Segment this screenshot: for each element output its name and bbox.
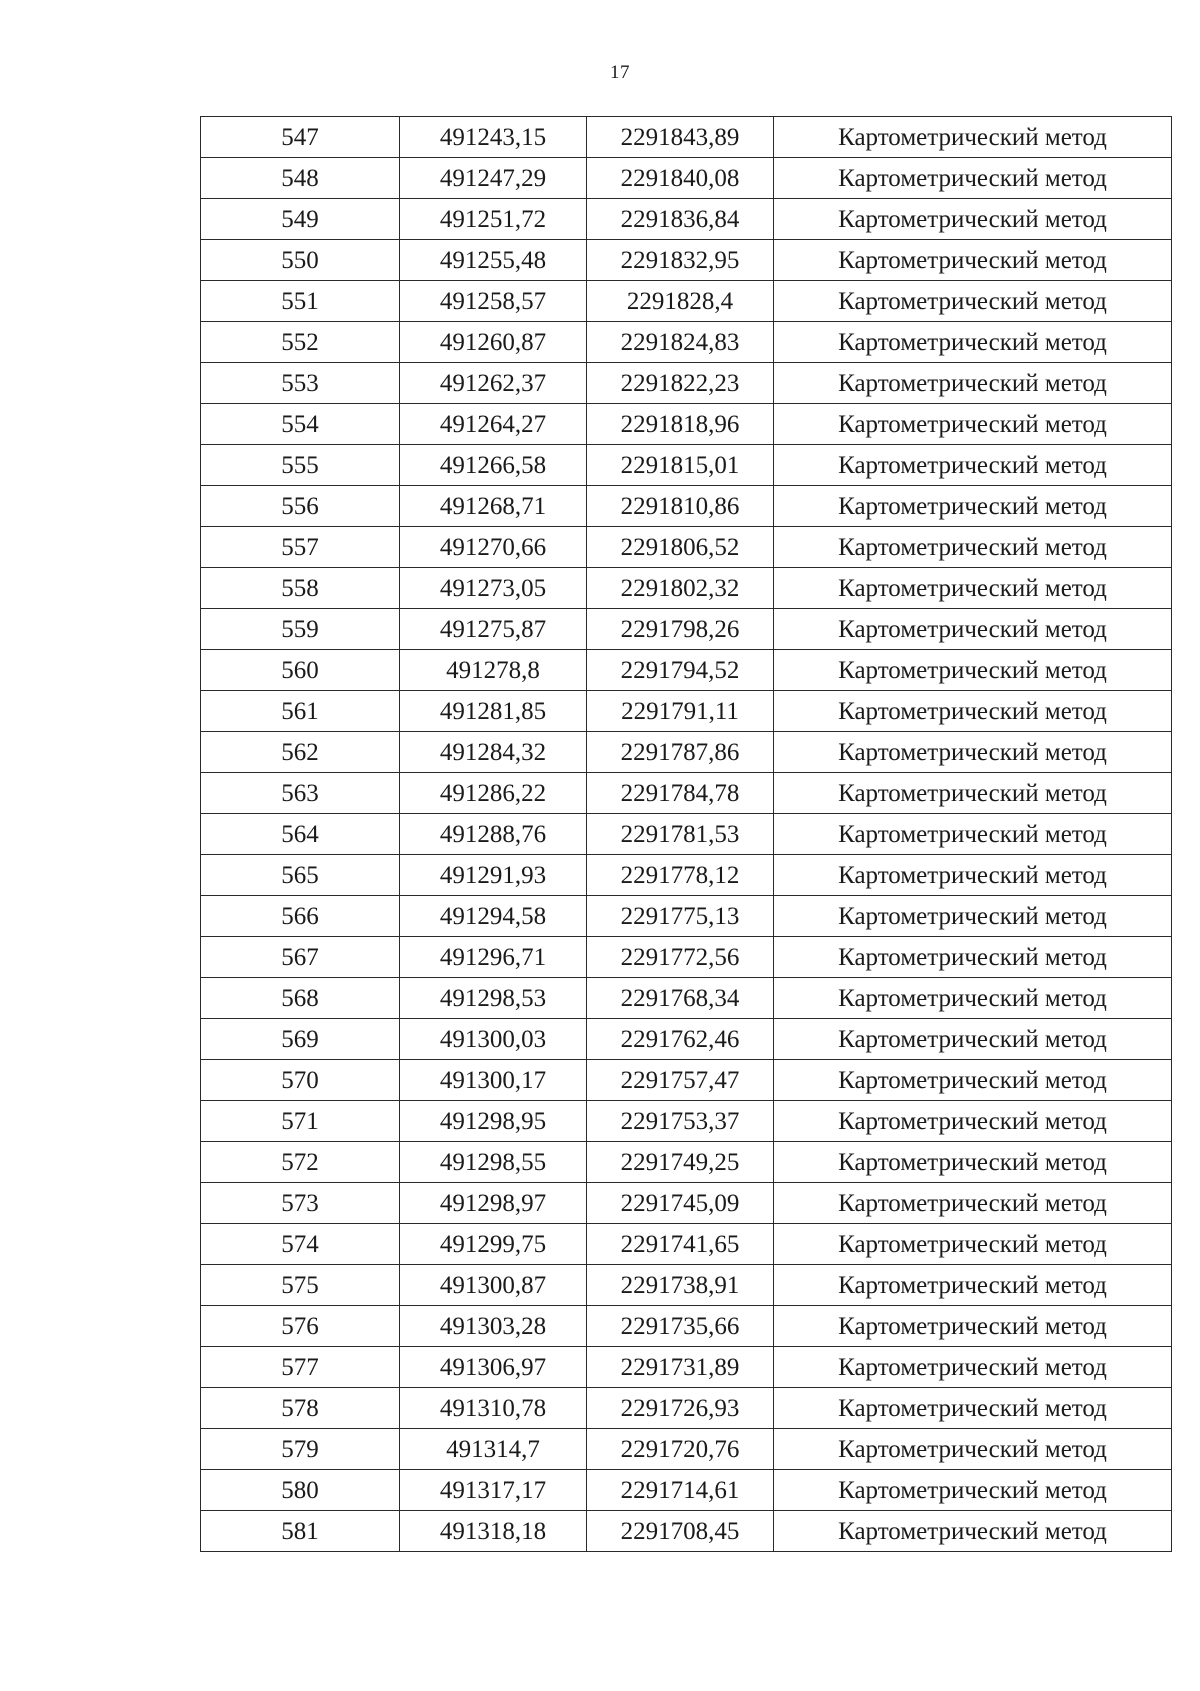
point-number-cell: 556 — [201, 486, 400, 527]
table-row — [201, 527, 1172, 568]
table-row — [201, 363, 1172, 404]
method-cell: Картометрический метод — [774, 1183, 1172, 1224]
x-coordinate-cell: 491281,85 — [400, 691, 587, 732]
page-number: 17 — [610, 62, 630, 83]
point-number-cell: 568 — [201, 978, 400, 1019]
table-row — [201, 240, 1172, 281]
method-cell: Картометрический метод — [774, 1470, 1172, 1511]
method-cell: Картометрический метод — [774, 240, 1172, 281]
point-number-cell: 573 — [201, 1183, 400, 1224]
point-number-cell: 575 — [201, 1265, 400, 1306]
y-coordinate-cell: 2291757,47 — [587, 1060, 774, 1101]
point-number-cell: 577 — [201, 1347, 400, 1388]
y-coordinate-cell: 2291745,09 — [587, 1183, 774, 1224]
method-cell: Картометрический метод — [774, 199, 1172, 240]
table-row — [201, 814, 1172, 855]
table-row — [201, 281, 1172, 322]
method-cell: Картометрический метод — [774, 1388, 1172, 1429]
method-cell: Картометрический метод — [774, 486, 1172, 527]
point-number-cell: 560 — [201, 650, 400, 691]
table-row — [201, 1347, 1172, 1388]
y-coordinate-cell: 2291787,86 — [587, 732, 774, 773]
x-coordinate-cell: 491298,53 — [400, 978, 587, 1019]
x-coordinate-cell: 491300,03 — [400, 1019, 587, 1060]
method-cell: Картометрический метод — [774, 1511, 1172, 1552]
point-number-cell: 566 — [201, 896, 400, 937]
table-row — [201, 650, 1172, 691]
x-coordinate-cell: 491291,93 — [400, 855, 587, 896]
table-row — [201, 978, 1172, 1019]
y-coordinate-cell: 2291720,76 — [587, 1429, 774, 1470]
method-cell: Картометрический метод — [774, 568, 1172, 609]
y-coordinate-cell: 2291738,91 — [587, 1265, 774, 1306]
method-cell: Картометрический метод — [774, 1347, 1172, 1388]
method-cell: Картометрический метод — [774, 732, 1172, 773]
x-coordinate-cell: 491243,15 — [400, 117, 587, 158]
table-row — [201, 1019, 1172, 1060]
x-coordinate-cell: 491310,78 — [400, 1388, 587, 1429]
point-number-cell: 548 — [201, 158, 400, 199]
method-cell: Картометрический метод — [774, 855, 1172, 896]
table-row — [201, 158, 1172, 199]
x-coordinate-cell: 491284,32 — [400, 732, 587, 773]
table-row — [201, 199, 1172, 240]
method-cell: Картометрический метод — [774, 527, 1172, 568]
table-row — [201, 568, 1172, 609]
point-number-cell: 570 — [201, 1060, 400, 1101]
table-row — [201, 486, 1172, 527]
method-cell: Картометрический метод — [774, 650, 1172, 691]
x-coordinate-cell: 491298,97 — [400, 1183, 587, 1224]
point-number-cell: 553 — [201, 363, 400, 404]
table-row — [201, 1101, 1172, 1142]
method-cell: Картометрический метод — [774, 1265, 1172, 1306]
y-coordinate-cell: 2291828,4 — [587, 281, 774, 322]
y-coordinate-cell: 2291735,66 — [587, 1306, 774, 1347]
point-number-cell: 574 — [201, 1224, 400, 1265]
y-coordinate-cell: 2291810,86 — [587, 486, 774, 527]
method-cell: Картометрический метод — [774, 363, 1172, 404]
y-coordinate-cell: 2291772,56 — [587, 937, 774, 978]
method-cell: Картометрический метод — [774, 1224, 1172, 1265]
method-cell: Картометрический метод — [774, 609, 1172, 650]
y-coordinate-cell: 2291794,52 — [587, 650, 774, 691]
method-cell: Картометрический метод — [774, 1429, 1172, 1470]
point-number-cell: 578 — [201, 1388, 400, 1429]
point-number-cell: 552 — [201, 322, 400, 363]
y-coordinate-cell: 2291784,78 — [587, 773, 774, 814]
y-coordinate-cell: 2291768,34 — [587, 978, 774, 1019]
y-coordinate-cell: 2291791,11 — [587, 691, 774, 732]
y-coordinate-cell: 2291708,45 — [587, 1511, 774, 1552]
table-row — [201, 1511, 1172, 1552]
method-cell: Картометрический метод — [774, 445, 1172, 486]
coordinates-table-body — [201, 117, 1172, 1552]
y-coordinate-cell: 2291778,12 — [587, 855, 774, 896]
y-coordinate-cell: 2291806,52 — [587, 527, 774, 568]
point-number-cell: 554 — [201, 404, 400, 445]
y-coordinate-cell: 2291741,65 — [587, 1224, 774, 1265]
method-cell: Картометрический метод — [774, 691, 1172, 732]
x-coordinate-cell: 491258,57 — [400, 281, 587, 322]
x-coordinate-cell: 491251,72 — [400, 199, 587, 240]
table-row — [201, 117, 1172, 158]
x-coordinate-cell: 491296,71 — [400, 937, 587, 978]
y-coordinate-cell: 2291798,26 — [587, 609, 774, 650]
method-cell: Картометрический метод — [774, 1142, 1172, 1183]
table-row — [201, 322, 1172, 363]
method-cell: Картометрический метод — [774, 404, 1172, 445]
point-number-cell: 559 — [201, 609, 400, 650]
x-coordinate-cell: 491273,05 — [400, 568, 587, 609]
table-row — [201, 1142, 1172, 1183]
table-row — [201, 896, 1172, 937]
point-number-cell: 572 — [201, 1142, 400, 1183]
method-cell: Картометрический метод — [774, 281, 1172, 322]
point-number-cell: 550 — [201, 240, 400, 281]
y-coordinate-cell: 2291749,25 — [587, 1142, 774, 1183]
y-coordinate-cell: 2291775,13 — [587, 896, 774, 937]
y-coordinate-cell: 2291832,95 — [587, 240, 774, 281]
x-coordinate-cell: 491278,8 — [400, 650, 587, 691]
table-row — [201, 855, 1172, 896]
table-row — [201, 691, 1172, 732]
table-row — [201, 1060, 1172, 1101]
table-row — [201, 609, 1172, 650]
x-coordinate-cell: 491318,18 — [400, 1511, 587, 1552]
table-row — [201, 1470, 1172, 1511]
point-number-cell: 557 — [201, 527, 400, 568]
method-cell: Картометрический метод — [774, 322, 1172, 363]
method-cell: Картометрический метод — [774, 158, 1172, 199]
method-cell: Картометрический метод — [774, 1306, 1172, 1347]
method-cell: Картометрический метод — [774, 1019, 1172, 1060]
x-coordinate-cell: 491306,97 — [400, 1347, 587, 1388]
y-coordinate-cell: 2291802,32 — [587, 568, 774, 609]
table-row — [201, 1224, 1172, 1265]
x-coordinate-cell: 491268,71 — [400, 486, 587, 527]
point-number-cell: 555 — [201, 445, 400, 486]
x-coordinate-cell: 491294,58 — [400, 896, 587, 937]
table-row — [201, 773, 1172, 814]
point-number-cell: 558 — [201, 568, 400, 609]
y-coordinate-cell: 2291818,96 — [587, 404, 774, 445]
method-cell: Картометрический метод — [774, 937, 1172, 978]
point-number-cell: 571 — [201, 1101, 400, 1142]
method-cell: Картометрический метод — [774, 117, 1172, 158]
table-row — [201, 1388, 1172, 1429]
point-number-cell: 562 — [201, 732, 400, 773]
point-number-cell: 551 — [201, 281, 400, 322]
y-coordinate-cell: 2291781,53 — [587, 814, 774, 855]
point-number-cell: 565 — [201, 855, 400, 896]
x-coordinate-cell: 491300,87 — [400, 1265, 587, 1306]
y-coordinate-cell: 2291762,46 — [587, 1019, 774, 1060]
x-coordinate-cell: 491314,7 — [400, 1429, 587, 1470]
y-coordinate-cell: 2291731,89 — [587, 1347, 774, 1388]
x-coordinate-cell: 491266,58 — [400, 445, 587, 486]
x-coordinate-cell: 491298,55 — [400, 1142, 587, 1183]
x-coordinate-cell: 491270,66 — [400, 527, 587, 568]
table-row — [201, 445, 1172, 486]
x-coordinate-cell: 491255,48 — [400, 240, 587, 281]
table-row — [201, 1306, 1172, 1347]
table-row — [201, 1429, 1172, 1470]
y-coordinate-cell: 2291836,84 — [587, 199, 774, 240]
coordinates-table — [200, 116, 1172, 1552]
x-coordinate-cell: 491247,29 — [400, 158, 587, 199]
table-row — [201, 404, 1172, 445]
point-number-cell: 547 — [201, 117, 400, 158]
x-coordinate-cell: 491264,27 — [400, 404, 587, 445]
point-number-cell: 561 — [201, 691, 400, 732]
point-number-cell: 569 — [201, 1019, 400, 1060]
y-coordinate-cell: 2291840,08 — [587, 158, 774, 199]
x-coordinate-cell: 491288,76 — [400, 814, 587, 855]
point-number-cell: 576 — [201, 1306, 400, 1347]
point-number-cell: 567 — [201, 937, 400, 978]
table-row — [201, 937, 1172, 978]
point-number-cell: 564 — [201, 814, 400, 855]
x-coordinate-cell: 491298,95 — [400, 1101, 587, 1142]
y-coordinate-cell: 2291843,89 — [587, 117, 774, 158]
method-cell: Картометрический метод — [774, 1060, 1172, 1101]
y-coordinate-cell: 2291753,37 — [587, 1101, 774, 1142]
table-row — [201, 732, 1172, 773]
point-number-cell: 549 — [201, 199, 400, 240]
x-coordinate-cell: 491275,87 — [400, 609, 587, 650]
point-number-cell: 580 — [201, 1470, 400, 1511]
method-cell: Картометрический метод — [774, 896, 1172, 937]
y-coordinate-cell: 2291714,61 — [587, 1470, 774, 1511]
y-coordinate-cell: 2291824,83 — [587, 322, 774, 363]
method-cell: Картометрический метод — [774, 814, 1172, 855]
method-cell: Картометрический метод — [774, 978, 1172, 1019]
x-coordinate-cell: 491317,17 — [400, 1470, 587, 1511]
y-coordinate-cell: 2291822,23 — [587, 363, 774, 404]
x-coordinate-cell: 491286,22 — [400, 773, 587, 814]
x-coordinate-cell: 491303,28 — [400, 1306, 587, 1347]
table-row — [201, 1183, 1172, 1224]
method-cell: Картометрический метод — [774, 773, 1172, 814]
y-coordinate-cell: 2291726,93 — [587, 1388, 774, 1429]
method-cell: Картометрический метод — [774, 1101, 1172, 1142]
point-number-cell: 581 — [201, 1511, 400, 1552]
y-coordinate-cell: 2291815,01 — [587, 445, 774, 486]
x-coordinate-cell: 491299,75 — [400, 1224, 587, 1265]
point-number-cell: 579 — [201, 1429, 400, 1470]
table-row — [201, 1265, 1172, 1306]
point-number-cell: 563 — [201, 773, 400, 814]
x-coordinate-cell: 491262,37 — [400, 363, 587, 404]
x-coordinate-cell: 491260,87 — [400, 322, 587, 363]
x-coordinate-cell: 491300,17 — [400, 1060, 587, 1101]
